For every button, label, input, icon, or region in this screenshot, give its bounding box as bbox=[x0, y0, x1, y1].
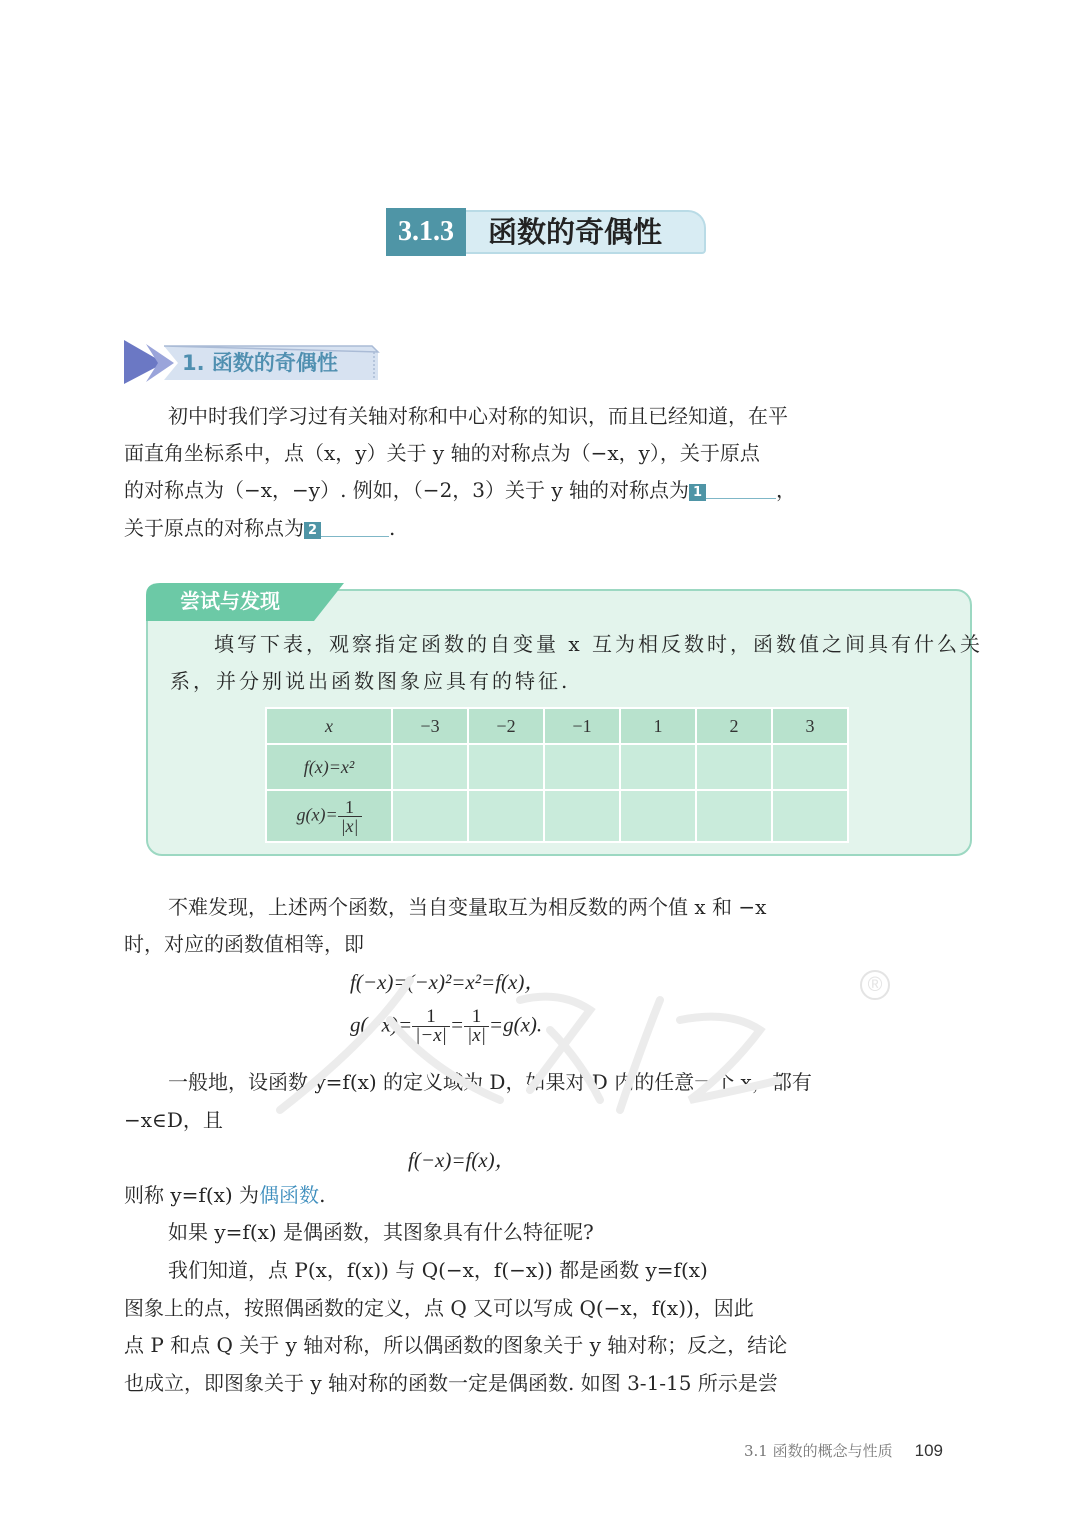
page-number: 109 bbox=[914, 1441, 943, 1460]
table-x-value: −3 bbox=[392, 708, 468, 744]
table-cell[interactable] bbox=[772, 744, 848, 790]
intro-line-2: 面直角坐标系中，点（x，y）关于 y 轴的对称点为（−x，y），关于原点 bbox=[124, 441, 760, 465]
table-cell[interactable] bbox=[544, 744, 620, 790]
table-cell[interactable] bbox=[620, 790, 696, 842]
table-cell[interactable] bbox=[620, 744, 696, 790]
answer-blank-1[interactable] bbox=[706, 480, 776, 499]
table-row-g-fraction bbox=[338, 798, 362, 835]
table-row-g-prefix: g(x)= bbox=[296, 804, 338, 825]
intro-line-4 bbox=[124, 510, 848, 547]
table-row-g-label bbox=[266, 790, 392, 842]
table-cell[interactable] bbox=[468, 744, 544, 790]
table-row-g-denominator: |x| bbox=[340, 815, 359, 836]
table-cell[interactable] bbox=[696, 790, 772, 842]
section-title: 函数的奇偶性 bbox=[466, 210, 706, 254]
footer-section: 3.1 函数的概念与性质 bbox=[744, 1442, 893, 1460]
section-number: 3.1.3 bbox=[386, 208, 466, 256]
equation-g-den-2: |x| bbox=[467, 1025, 486, 1046]
body-p3 bbox=[124, 1177, 848, 1214]
table-row-g-numerator: 1 bbox=[338, 798, 362, 817]
answer-blank-2[interactable] bbox=[321, 518, 389, 537]
intro-line-3 bbox=[124, 472, 848, 509]
blank-2-marker: 2 bbox=[304, 522, 321, 539]
subsection-title: 1. 函数的奇偶性 bbox=[182, 351, 338, 375]
body-p2-line-1: 一般地，设函数 y=f(x) 的定义域为 D，如果对 D 内的任意一个 x，都有 bbox=[168, 1070, 812, 1094]
keyword-even-function: 偶函数 bbox=[259, 1183, 320, 1207]
equation-g-suffix: =g(x). bbox=[488, 1012, 543, 1037]
body-p2-line-2: −x∈D，且 bbox=[124, 1108, 223, 1132]
intro-line-3-end: ， bbox=[776, 478, 797, 502]
activity-line-1: 填写下表，观察指定函数的自变量 x 互为相反数时，函数值之间具有什么关 bbox=[214, 632, 983, 656]
table-header-x: x bbox=[266, 708, 392, 744]
table-cell[interactable] bbox=[392, 790, 468, 842]
body-p3-end: . bbox=[319, 1183, 326, 1207]
table-row-f-label: f(x)=x² bbox=[266, 744, 392, 790]
equation-g-den-1: |−x| bbox=[415, 1025, 447, 1046]
body-p5-line-1: 我们知道，点 P(x，f(x)) 与 Q(−x，f(−x)) 都是函数 y=f(x) bbox=[168, 1258, 708, 1282]
intro-line-4-end: . bbox=[389, 516, 396, 540]
table-cell[interactable] bbox=[772, 790, 848, 842]
activity-tab-label: 尝试与发现 bbox=[180, 589, 280, 613]
body-p1-line-1: 不难发现，上述两个函数，当自变量取互为相反数的两个值 x 和 −x bbox=[168, 895, 767, 919]
intro-line-3-text: 的对称点为（−x，−y）. 例如，（−2，3）关于 y 轴的对称点为 bbox=[124, 478, 690, 502]
equation-g-num-1: 1 bbox=[412, 1008, 450, 1027]
body-p5-line-2: 图象上的点，按照偶函数的定义，点 Q 又可以写成 Q(−x，f(x))，因此 bbox=[124, 1296, 754, 1320]
body-p3-text: 则称 y=f(x) 为 bbox=[124, 1183, 260, 1207]
blank-1-marker: 1 bbox=[689, 484, 706, 501]
equation-g-mid: = bbox=[449, 1012, 465, 1037]
publisher-watermark-icon bbox=[260, 960, 820, 1130]
value-table bbox=[265, 707, 849, 843]
table-x-value: 2 bbox=[696, 708, 772, 744]
table-x-value: 1 bbox=[620, 708, 696, 744]
table-cell[interactable] bbox=[468, 790, 544, 842]
table-cell[interactable] bbox=[696, 744, 772, 790]
intro-line-4-text: 关于原点的对称点为 bbox=[124, 516, 304, 540]
table-cell[interactable] bbox=[544, 790, 620, 842]
table-x-value: −2 bbox=[468, 708, 544, 744]
equation-g-num-2: 1 bbox=[464, 1008, 489, 1027]
body-p5-line-4: 也成立，即图象关于 y 轴对称的函数一定是偶函数. 如图 3-1-15 所示是尝 bbox=[124, 1371, 778, 1395]
page-footer bbox=[744, 1440, 943, 1461]
body-p4: 如果 y=f(x) 是偶函数，其图象具有什么特征呢? bbox=[168, 1220, 594, 1244]
subsection-heading bbox=[124, 340, 380, 384]
equation-f: f(−x)=(−x)²=x²=f(x)， bbox=[350, 970, 546, 994]
registered-mark-icon: ® bbox=[860, 970, 890, 1000]
activity-line-2: 系，并分别说出函数图象应具有的特征. bbox=[170, 669, 571, 693]
body-p1-line-2: 时，对应的函数值相等，即 bbox=[124, 932, 364, 956]
equation-g-prefix: g(−x)= bbox=[350, 1012, 413, 1037]
intro-line-1: 初中时我们学习过有关轴对称和中心对称的知识，而且已经知道，在平 bbox=[168, 404, 788, 428]
table-x-value: −1 bbox=[544, 708, 620, 744]
table-cell[interactable] bbox=[392, 744, 468, 790]
section-heading bbox=[386, 208, 710, 256]
body-p5-line-3: 点 P 和点 Q 关于 y 轴对称，所以偶函数的图象关于 y 轴对称；反之，结论 bbox=[124, 1333, 788, 1357]
activity-tab bbox=[146, 581, 346, 621]
table-x-value: 3 bbox=[772, 708, 848, 744]
equation-even: f(−x)=f(x)， bbox=[408, 1148, 516, 1172]
